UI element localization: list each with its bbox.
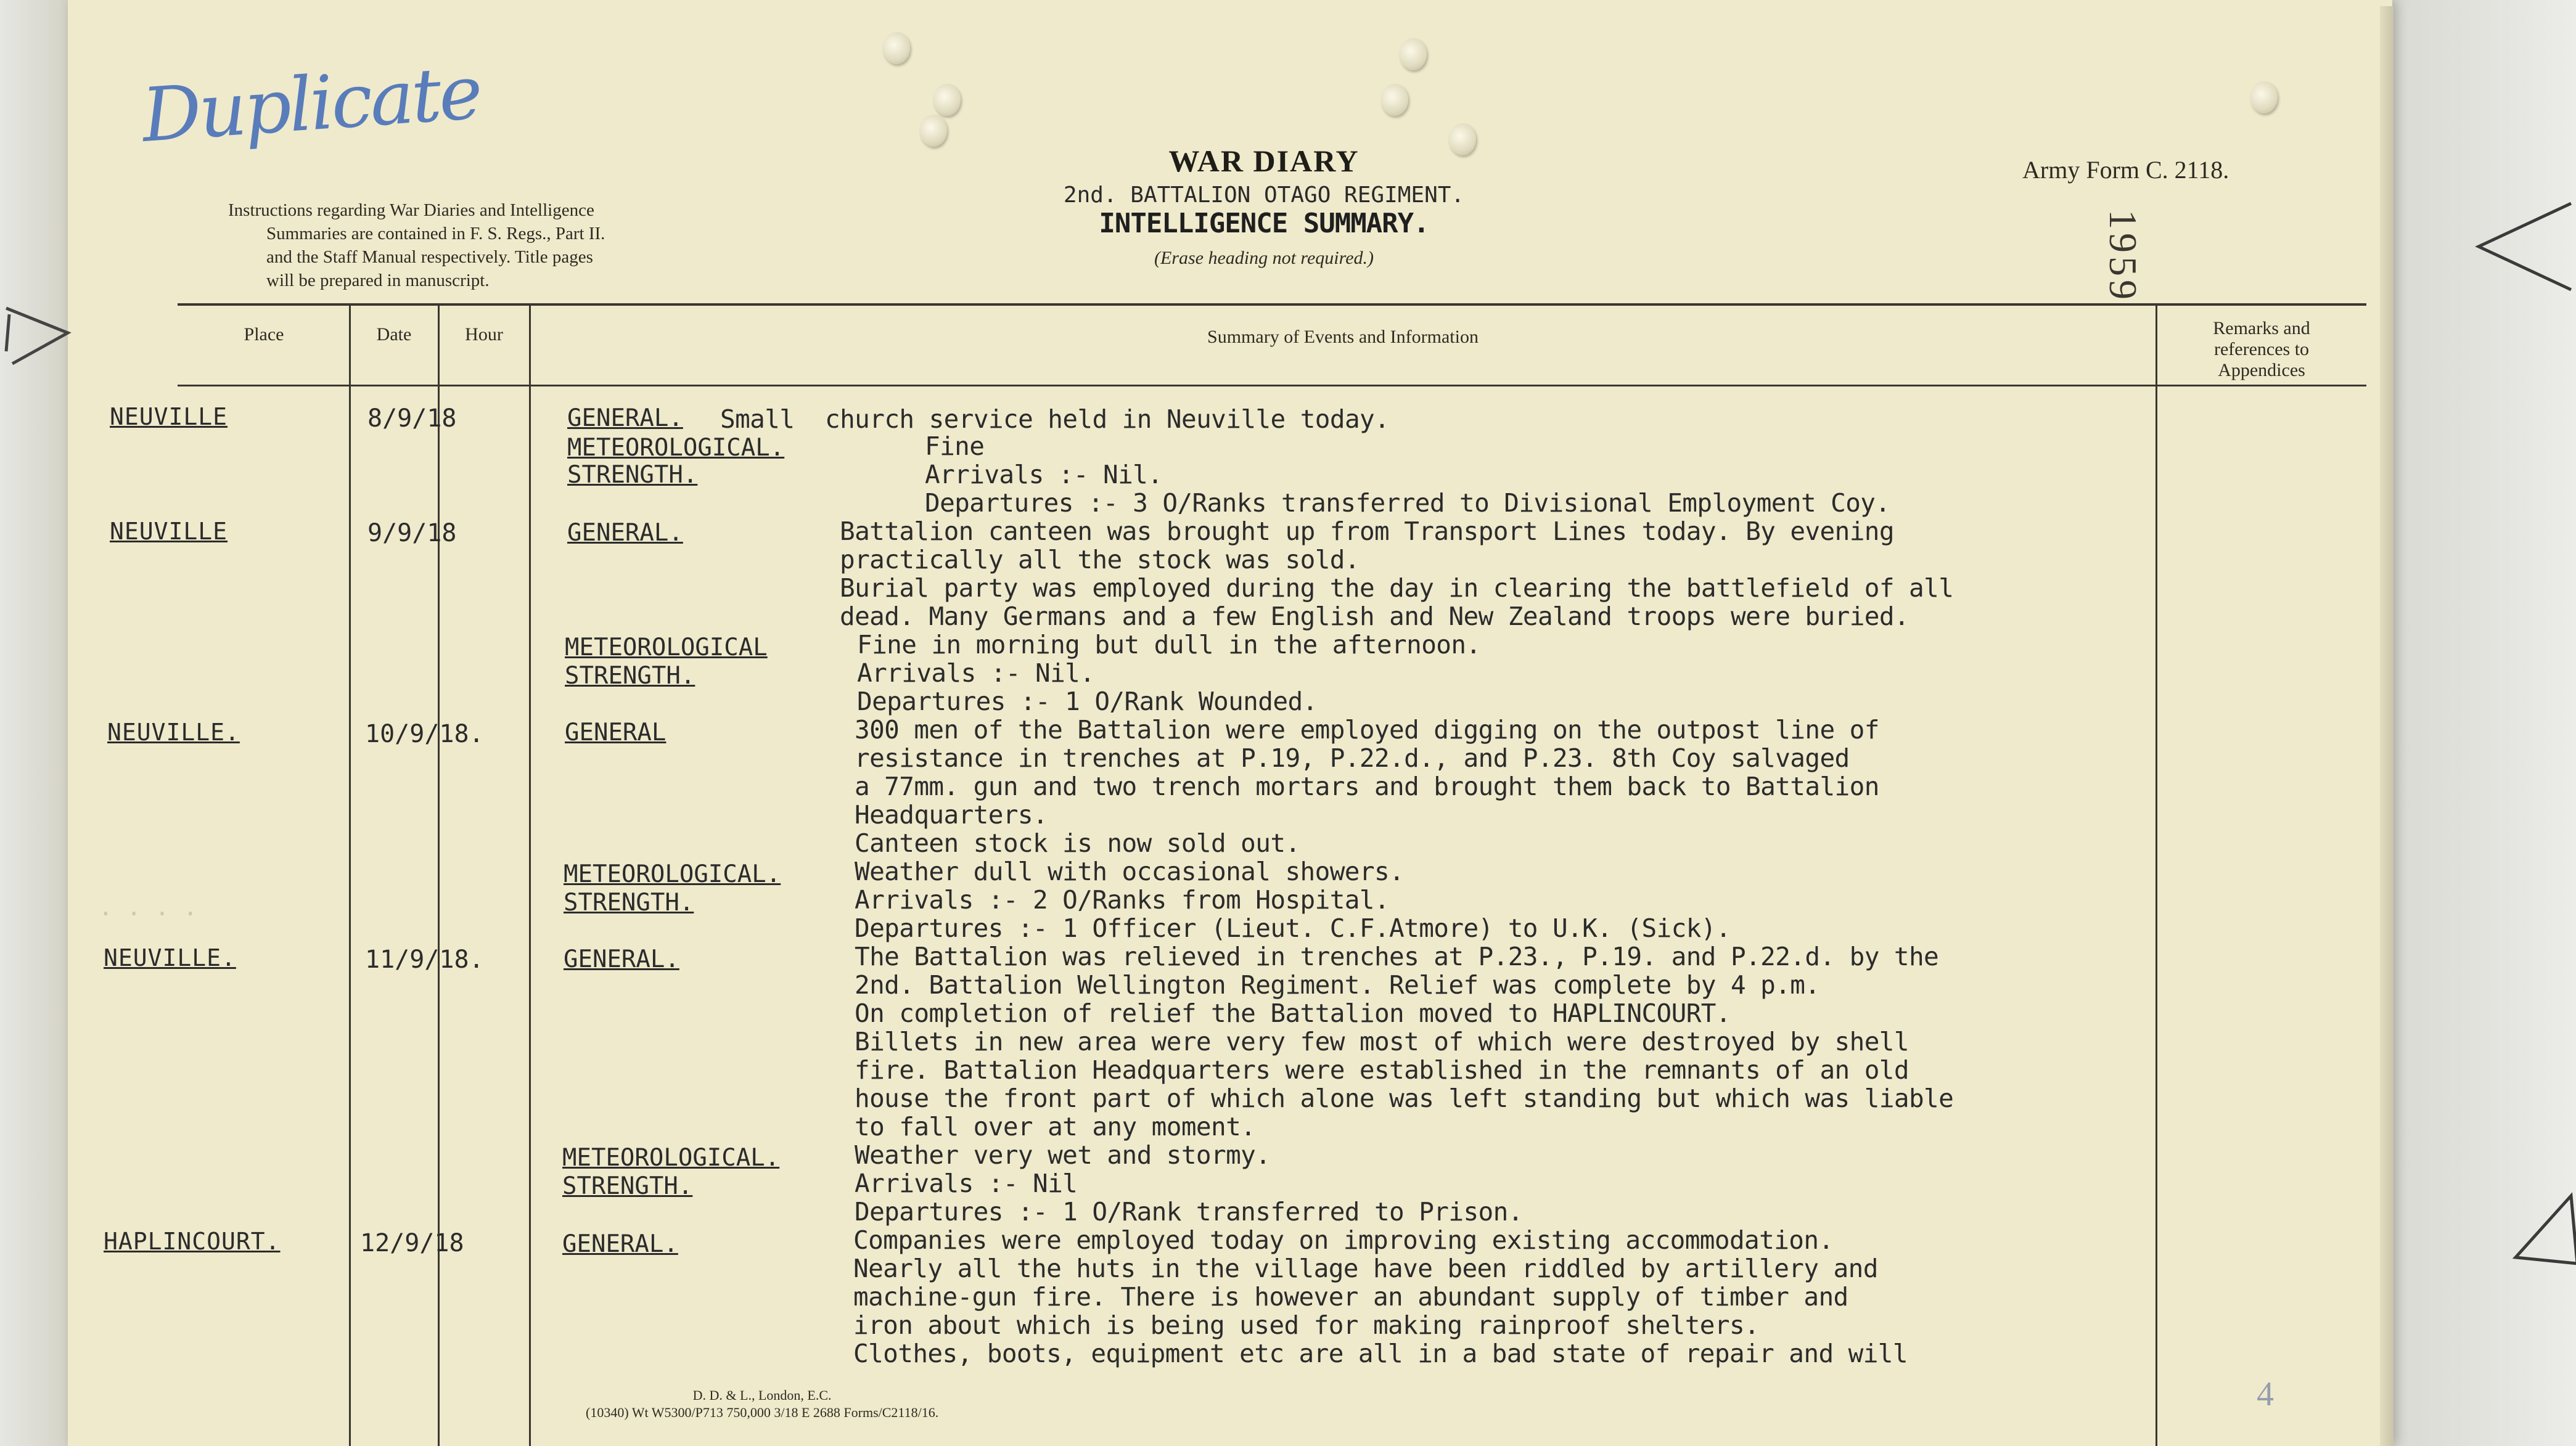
date-cell: 8/9/18 [367, 404, 457, 433]
summary-line: Nearly all the huts in the village have been riddled by artillery and [853, 1254, 1878, 1283]
summary-line: On completion of relief the Battalion moved to HAPLINCOURT. [855, 999, 1731, 1028]
punch-hole [933, 84, 961, 116]
summary-line: Departures :- 1 O/Rank transferred to Prison. [855, 1197, 1523, 1227]
instructions-block [228, 198, 746, 292]
date-cell: 9/9/18 [367, 519, 457, 547]
punch-hole [920, 115, 947, 147]
punch-hole [1381, 84, 1408, 116]
background-left-edge [0, 0, 74, 1446]
summary-line: machine-gun fire. There is however an abundant supply of timber and [853, 1282, 1848, 1312]
column-divider [438, 304, 440, 1446]
summary-line: church service held in Neuville today. [825, 404, 1390, 434]
summary-line: Weather dull with occasional showers. [855, 857, 1405, 886]
date-cell: 10/9/18. [365, 720, 484, 748]
summary-line: practically all the stock was sold. [840, 545, 1360, 574]
section-general: GENERAL. [564, 946, 679, 973]
summary-line: iron about which is being used for making rainproof shelters. [853, 1310, 1760, 1340]
summary-line: Departures :- 3 O/Ranks transferred to Divisional Employment Coy. [925, 488, 1890, 518]
summary-line: Companies were employed today on improving existing accommodation. [853, 1225, 1834, 1255]
army-form-label: Army Form C. 2118. [2022, 156, 2229, 184]
summary-line: house the front part of which alone was left standing but which was liable [855, 1084, 1954, 1113]
summary-line: Arrivals :- 2 O/Ranks from Hospital. [855, 885, 1390, 915]
summary-line: Fine [925, 431, 985, 461]
pencil-triangle-icon [2503, 1190, 2576, 1294]
title-block [925, 143, 1603, 269]
section-strength: STRENGTH. [562, 1172, 693, 1200]
place-cell: NEUVILLE. [107, 719, 240, 746]
summary-line: The Battalion was relieved in trenches at P.23., P.19. and P.22.d. by the [855, 942, 1939, 971]
section-general: GENERAL. [562, 1230, 678, 1258]
summary-line: fire. Battalion Headquarters were established in the remnants of an old [855, 1055, 1909, 1085]
section-strength: STRENGTH. [564, 889, 694, 917]
summary-line: Weather very wet and stormy. [855, 1140, 1271, 1170]
summary-line-prefix: Small [720, 404, 795, 434]
summary-line: Fine in morning but dull in the afternoon. [857, 630, 1481, 660]
section-meteorological: METEOROLOGICAL [565, 634, 768, 661]
summary-line: Arrivals :- Nil. [925, 460, 1163, 489]
printer-imprint: D. D. & L., London, E.C. (10340) Wt W5300/P713 750,000 3/18 E 2688 Forms/C2118/16. [586, 1387, 939, 1420]
column-header-hour: Hour [465, 324, 503, 345]
place-cell: NEUVILLE [110, 403, 228, 430]
summary-line: to fall over at any moment. [855, 1112, 1256, 1142]
punch-hole [1400, 38, 1427, 70]
page-title: WAR DIARY [1168, 144, 1360, 178]
section-meteorological: METEOROLOGICAL. [567, 434, 785, 462]
punch-hole [2250, 81, 2278, 113]
column-header-date: Date [376, 324, 412, 345]
pencil-arrow-icon [0, 296, 80, 382]
table-top-rule [178, 303, 2366, 306]
table-header-rule [178, 385, 2366, 386]
summary-line: Departures :- 1 O/Rank Wounded. [857, 687, 1318, 716]
column-header-place: Place [244, 324, 284, 345]
summary-heading: INTELLIGENCE SUMMARY. [1099, 208, 1429, 239]
summary-line: Battalion canteen was brought up from Transport Lines today. By evening [840, 517, 1894, 546]
summary-line: a 77mm. gun and two trench mortars and brought them back to Battalion [855, 772, 1879, 801]
summary-line: Burial party was employed during the day in clearing the battlefield of all [840, 573, 1954, 603]
section-general: GENERAL. [567, 519, 683, 547]
column-header-summary: Summary of Events and Information [1207, 327, 1479, 347]
section-strength: STRENGTH. [565, 662, 695, 690]
page-mark: 4 [2257, 1375, 2274, 1413]
summary-line: dead. Many Germans and a few English and New Zealand troops were buried. [840, 602, 1909, 631]
punch-hole [883, 32, 910, 64]
instructions-line: will be prepared in manuscript. [266, 271, 490, 290]
unit-name: 2nd. BATTALION OTAGO REGIMENT. [1063, 182, 1465, 208]
column-header-remarks: Remarks and references to Appendices [2213, 318, 2310, 380]
stamp-number: 1959 [2101, 210, 2145, 303]
summary-line: Arrivals :- Nil [855, 1169, 1078, 1198]
date-cell: 12/9/18 [360, 1229, 464, 1257]
summary-line: Arrivals :- Nil. [857, 658, 1095, 688]
handwritten-note: Duplicate [139, 50, 483, 159]
erase-note: (Erase heading not required.) [1154, 248, 1374, 268]
summary-line: Headquarters. [855, 800, 1048, 830]
summary-line: 300 men of the Battalion were employed digging on the outpost line of [855, 715, 1879, 745]
place-cell: HAPLINCOURT. [104, 1228, 281, 1255]
background-right [2386, 0, 2576, 1446]
summary-line: Departures :- 1 Officer (Lieut. C.F.Atmore) to U.K. (Sick). [855, 913, 1731, 943]
date-cell: 11/9/18. [365, 946, 484, 974]
summary-line: Clothes, boots, equipment etc are all in a bad state of repair and will [853, 1339, 1908, 1368]
pencil-triangle-icon [2466, 197, 2576, 296]
summary-line: Billets in new area were very few most of which were destroyed by shell [855, 1027, 1909, 1056]
section-general: GENERAL [565, 719, 667, 746]
summary-line: resistance in trenches at P.19, P.22.d., and P.23. 8th Coy salvaged [855, 743, 1850, 773]
section-meteorological: METEOROLOGICAL. [562, 1144, 780, 1172]
bleed-through-text: . . . . [99, 894, 198, 921]
instructions-line: and the Staff Manual respectively. Title pages [266, 247, 593, 267]
section-general: GENERAL. [567, 404, 683, 432]
column-divider [529, 304, 531, 1446]
section-strength: STRENGTH. [567, 461, 698, 489]
place-cell: NEUVILLE. [104, 944, 236, 971]
summary-line: Canteen stock is now sold out. [855, 828, 1300, 858]
paper-edge [2380, 6, 2393, 1446]
instructions-line: Summaries are contained in F. S. Regs., Part II. [266, 224, 605, 243]
instructions-line: Instructions regarding War Diaries and Intelligence [228, 200, 594, 220]
place-cell: NEUVILLE [110, 518, 228, 545]
column-divider [2156, 304, 2157, 1446]
summary-line: 2nd. Battalion Wellington Regiment. Relief was complete by 4 p.m. [855, 970, 1820, 1000]
column-divider [349, 304, 351, 1446]
section-meteorological: METEOROLOGICAL. [564, 860, 781, 888]
